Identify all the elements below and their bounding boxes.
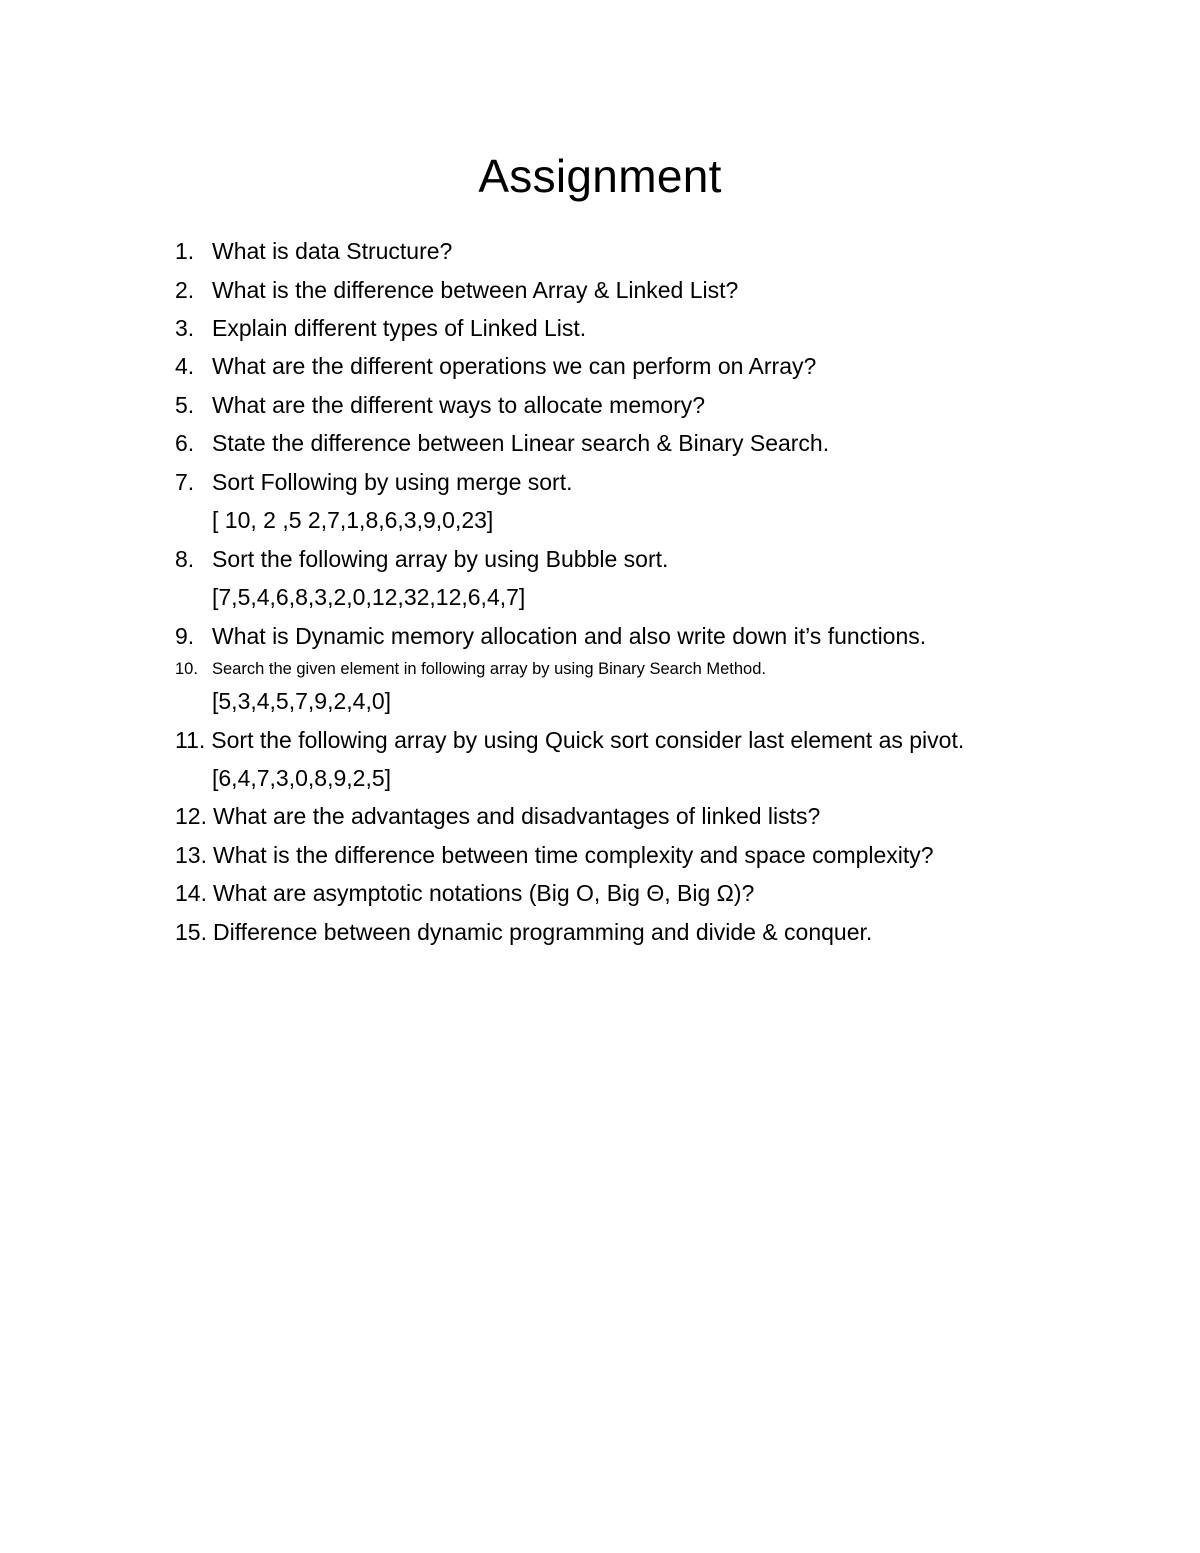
question-number: 2. xyxy=(175,277,195,303)
question-number: 3. xyxy=(175,315,195,341)
question-number: 9. xyxy=(175,623,195,649)
question-item-7 xyxy=(175,467,573,497)
question-item-1 xyxy=(175,236,452,266)
question-number: 1. xyxy=(175,238,195,264)
question-item-15 xyxy=(175,917,872,947)
question-item-5 xyxy=(175,390,705,420)
question-item-8 xyxy=(175,544,668,574)
question-text: Sort the following array by using Bubble sort. xyxy=(212,546,669,572)
question-text: Sort the following array by using Quick sort consider last element as pivot. xyxy=(211,727,965,753)
question-text: What is the difference between Array & Linked List? xyxy=(212,277,739,303)
question-text: Explain different types of Linked List. xyxy=(212,315,587,341)
question-number: 6. xyxy=(175,430,195,456)
question-item-10 xyxy=(175,657,766,681)
question-array-11: [6,4,7,3,0,8,9,2,5] xyxy=(212,765,392,791)
question-number: 4. xyxy=(175,353,195,379)
question-text: State the difference between Linear search & Binary Search. xyxy=(212,430,830,456)
question-number: 12. xyxy=(175,803,207,829)
question-item-11 xyxy=(175,725,964,755)
question-number: 13. xyxy=(175,842,207,868)
question-text: Sort Following by using merge sort. xyxy=(212,469,573,495)
question-item-2 xyxy=(175,275,738,305)
question-array-7: [ 10, 2 ,5 2,7,1,8,6,3,9,0,23] xyxy=(212,507,494,533)
question-item-12 xyxy=(175,801,820,831)
question-text: What is data Structure? xyxy=(212,238,453,264)
question-item-13 xyxy=(175,840,934,870)
question-text: What is the difference between time complexity and space complexity? xyxy=(212,842,934,868)
question-number: 14. xyxy=(175,880,207,906)
question-text: What are the different ways to allocate memory? xyxy=(212,392,706,418)
question-item-4 xyxy=(175,351,816,381)
question-item-6 xyxy=(175,428,829,458)
question-text: What are asymptotic notations (Big O, Big Θ, Big Ω)? xyxy=(212,880,755,906)
question-number: 5. xyxy=(175,392,195,418)
question-number: 8. xyxy=(175,546,195,572)
question-array-10: [5,3,4,5,7,9,2,4,0] xyxy=(212,688,392,714)
question-number: 11. xyxy=(175,727,206,753)
question-number: 7. xyxy=(175,469,195,495)
question-text: What are the different operations we can perform on Array? xyxy=(212,353,817,379)
question-text: Difference between dynamic programming and divide & conquer. xyxy=(212,919,873,945)
question-number: 10. xyxy=(175,660,198,678)
question-array-8: [7,5,4,6,8,3,2,0,12,32,12,6,4,7] xyxy=(212,584,526,610)
question-text: Search the given element in following array by using Binary Search Method. xyxy=(212,660,766,678)
question-item-9 xyxy=(175,621,926,651)
question-text: What are the advantages and disadvantages of linked lists? xyxy=(212,803,821,829)
question-number: 15. xyxy=(175,919,207,945)
question-text: What is Dynamic memory allocation and also write down it’s functions. xyxy=(212,623,927,649)
question-item-3 xyxy=(175,313,586,343)
question-item-14 xyxy=(175,878,754,908)
page-title: Assignment xyxy=(478,150,722,202)
